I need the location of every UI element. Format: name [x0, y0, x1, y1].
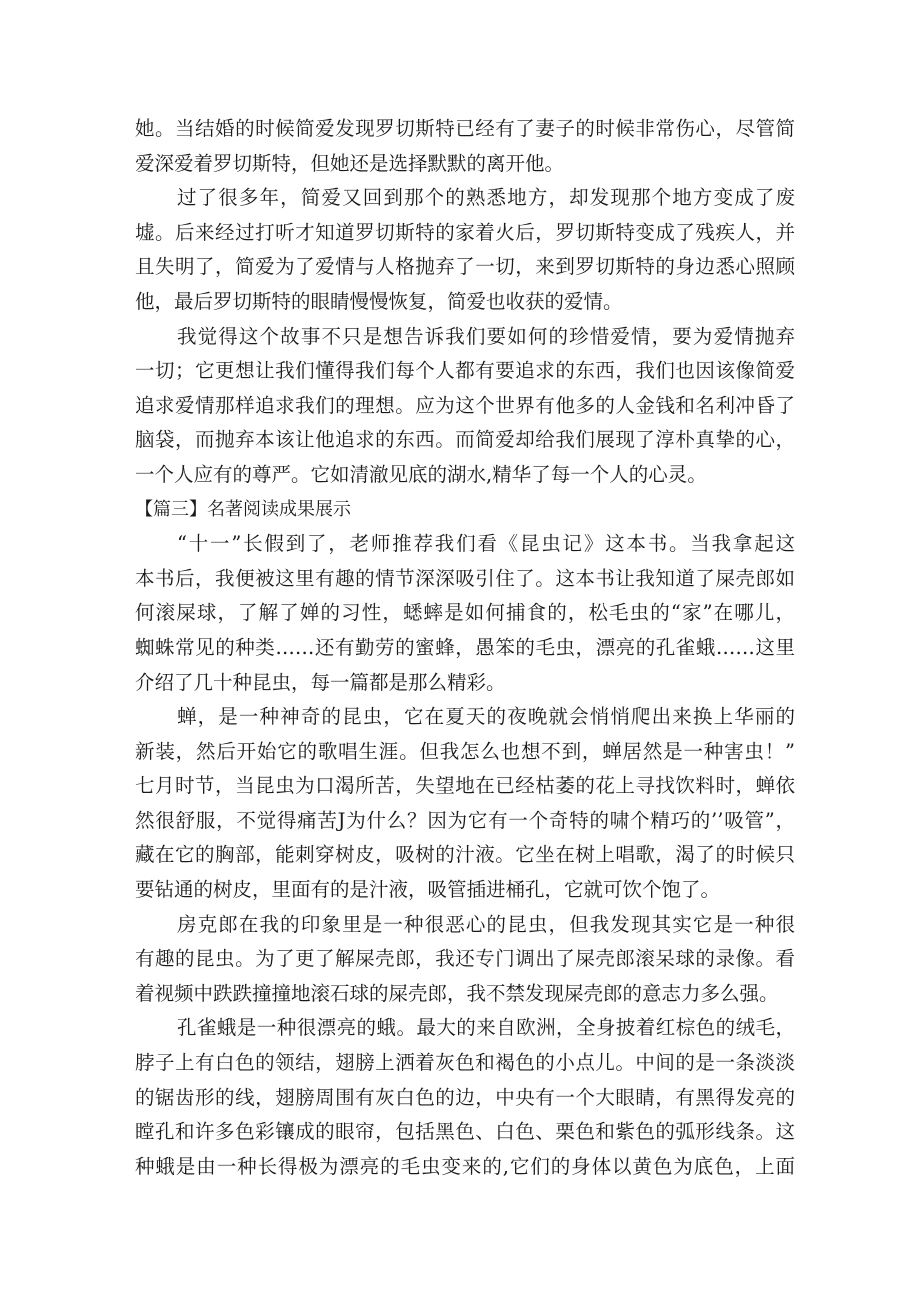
- text-line: 墟。后来经过打听才知道罗切斯特的家着火后，罗切斯特变成了残疾人，并: [135, 220, 795, 244]
- text-line: 一个人应有的尊严。它如清澈见底的湖水,精华了每一个人的心灵。: [135, 462, 707, 486]
- text-line: 的锯齿形的线，翅膀周围有灰白色的边，中央有一个大眼睛，有黑得发亮的: [135, 1085, 795, 1109]
- paragraph-first-line: 过了很多年，简爱又回到那个的熟悉地方，却发现那个地方变成了废: [177, 186, 795, 210]
- text-line: 追求爱情那样追求我们的理想。应为这个世界有他多的人金钱和名利冲昏了: [135, 393, 795, 417]
- text-line: 种蛾是由一种长得极为漂亮的毛虫变来的,它们的身体以黄色为底色，上面: [135, 1154, 795, 1178]
- text-line: 蜘蛛常见的种类……还有勤劳的蜜蜂，愚笨的毛虫，漂亮的孔雀蛾……这里: [135, 635, 795, 659]
- paragraph-first-line: 蝉，是一种神奇的昆虫，它在夏天的夜晚就会悄悄爬出来换上华丽的: [177, 705, 795, 729]
- text-line: 爱深爱着罗切斯特，但她还是选择默默的离开他。: [135, 151, 565, 175]
- text-line: 何滚屎球，了解了婵的习性，蟋蟀是如何捕食的，松毛虫的“家”在哪儿，: [135, 601, 795, 625]
- text-line: 着视频中跌跌撞撞地滚石球的屎壳郎，我不禁发现屎壳郎的意志力多么强。: [135, 981, 779, 1005]
- text-line: 脖子上有白色的领结，翅膀上洒着灰色和褐色的小点儿。中间的是一条淡淡: [135, 1051, 795, 1075]
- text-line: 有趣的昆虫。为了更了解屎壳郎，我还专门调出了屎壳郎滚呆球的录像。看: [135, 947, 795, 971]
- text-line: 要钻通的树皮，里面有的是汁液，吸管插进桶孔，它就可饮个饱了。: [135, 878, 721, 902]
- paragraph-first-line: 我觉得这个故事不只是想告诉我们要如何的珍惜爱情，要为爱情抛弃: [177, 324, 795, 348]
- text-line: 七月时节，当昆虫为口渴所苦，失望地在已经枯萎的花上寻找饮料时，蝉依: [135, 774, 795, 798]
- text-line: 瞠孔和许多色彩镶成的眼帘，包括黑色、白色、栗色和紫色的弧形线条。这: [135, 1120, 795, 1144]
- paragraph-first-line: 孔雀蛾是一种很漂亮的蛾。最大的来自欧洲，全身披着红棕色的绒毛，: [177, 1016, 795, 1040]
- text-line: 介绍了几十种昆虫，每一篇都是那么精彩。: [135, 670, 506, 694]
- text-line: 他，最后罗切斯特的眼睛慢慢恢复，简爱也收获的爱情。: [135, 289, 623, 313]
- text-line: 一切；它更想让我们懂得我们每个人都有要追求的东西，我们也因该像简爱: [135, 359, 795, 383]
- section-heading: 【篇三】名著阅读成果展示: [135, 498, 351, 520]
- text-line: 藏在它的胸部，能刺穿树皮，吸树的汁液。它坐在树上唱歌，渴了的时候只: [135, 843, 795, 867]
- text-line: 且失明了，简爱为了爱情与人格抛弃了一切，来到罗切斯特的身边悉心照顾: [135, 255, 795, 279]
- paragraph-first-line: “十一”长假到了，老师推荐我们看《昆虫记》这本书。当我拿起这: [177, 532, 795, 556]
- paragraph-first-line: 房克郎在我的印象里是一种很恶心的昆虫，但我发现其实它是一种很: [177, 912, 795, 936]
- text-line: 她。当结婚的时候简爱发现罗切斯特已经有了妻子的时候非常伤心，尽管简: [135, 117, 795, 140]
- text-line: 脑袋，而抛弃本该让他追求的东西。而简爱却给我们展现了淳朴真挚的心，: [135, 428, 795, 452]
- text-line: 新装，然后开始它的歌唱生涯。但我怎么也想不到，蝉居然是一种害虫！”: [135, 739, 795, 763]
- document-body: [135, 112, 795, 1184]
- text-line: 本书后，我便被这里有趣的情节深深吸引住了。这本书让我知道了屎壳郎如: [135, 566, 795, 590]
- text-line: 然很舒服，不觉得痛苦J为什么？因为它有一个奇特的啸个精巧的’’吸管”，: [135, 808, 795, 832]
